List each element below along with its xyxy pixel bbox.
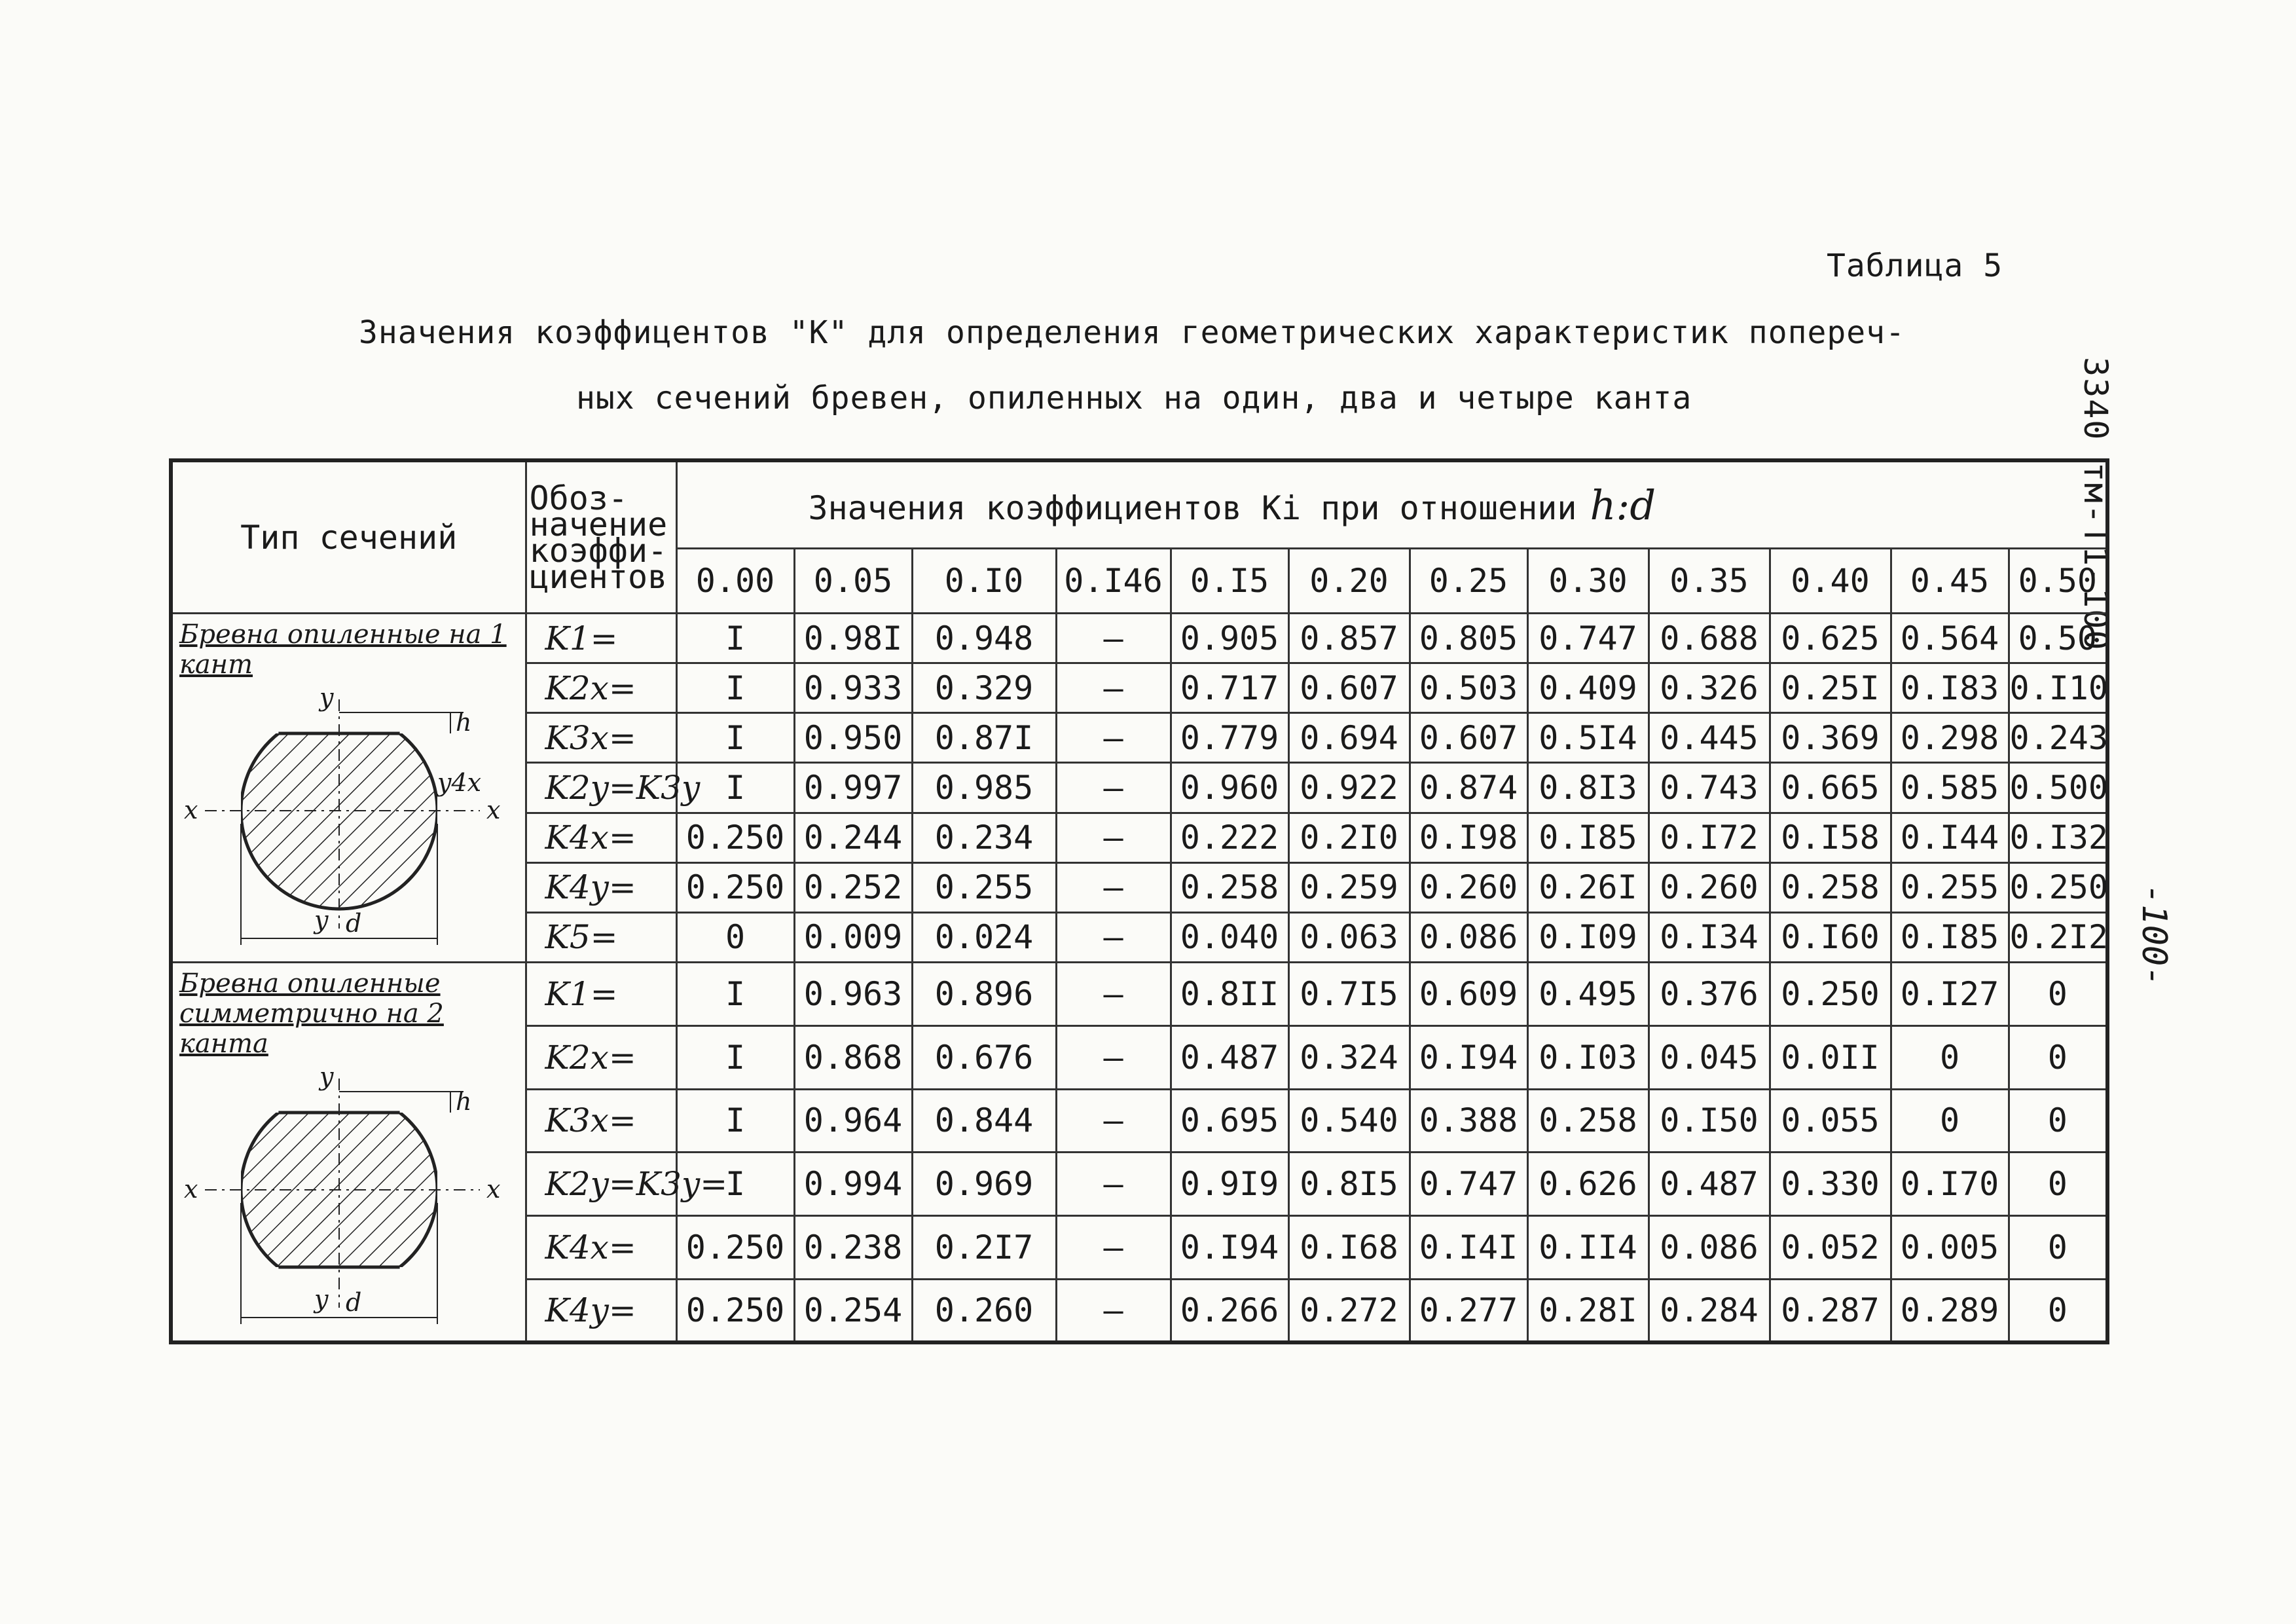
coefficient-value: 0.2I0: [1288, 813, 1410, 862]
coefficient-value: 0.243: [2009, 713, 2107, 763]
coefficient-value: 0.326: [1649, 663, 1770, 713]
coefficient-value: 0.388: [1410, 1089, 1527, 1153]
coefficient-value: 0.324: [1288, 1025, 1410, 1089]
coefficient-value: 0.272: [1288, 1279, 1410, 1342]
coefficient-value: 0.250: [2009, 862, 2107, 912]
coefficient-symbol: K2x=: [526, 663, 676, 713]
coefficient-value: 0.50: [2009, 614, 2107, 663]
coefficient-value: 0.I94: [1410, 1025, 1527, 1089]
coefficient-value: –: [1056, 663, 1171, 713]
coefficient-value: 0.250: [1770, 963, 1891, 1026]
coefficient-value: 0.445: [1649, 713, 1770, 763]
coefficient-value: 0.997: [794, 763, 912, 813]
page-number: -100-: [2134, 884, 2174, 987]
coefficient-value: 0.609: [1410, 963, 1527, 1026]
section-type-cell: [171, 614, 526, 963]
coefficient-value: 0.I09: [1527, 912, 1649, 962]
coefficient-value: 0.695: [1171, 1089, 1288, 1153]
coefficient-value: 0.I70: [1891, 1153, 2009, 1216]
coefficient-row: [171, 963, 2107, 1026]
coefficient-value: 0.626: [1527, 1153, 1649, 1216]
header-values-title: [676, 460, 2107, 549]
coefficient-value: I: [676, 1025, 794, 1089]
coefficient-value: 0.250: [676, 1279, 794, 1342]
coefficient-value: 0.009: [794, 912, 912, 962]
ratio-header-cell: 0.45: [1891, 549, 2009, 614]
coefficient-value: 0.I60: [1770, 912, 1891, 962]
coefficient-value: 0.086: [1410, 912, 1527, 962]
coefficient-value: 0.844: [912, 1089, 1056, 1153]
coefficient-value: –: [1056, 1279, 1171, 1342]
coefficient-value: 0.255: [912, 862, 1056, 912]
coefficient-value: 0.I27: [1891, 963, 2009, 1026]
coefficient-value: –: [1056, 1089, 1171, 1153]
coefficient-value: 0.25I: [1770, 663, 1891, 713]
coefficient-value: 0.495: [1527, 963, 1649, 1026]
coefficient-value: 0.933: [794, 663, 912, 713]
coefficient-value: 0.254: [794, 1279, 912, 1342]
coefficient-value: 0.244: [794, 813, 912, 862]
coefficient-table: [169, 458, 2109, 1344]
coefficient-value: 0.964: [794, 1089, 912, 1153]
coefficient-value: 0.260: [912, 1279, 1056, 1342]
coefficient-value: 0.298: [1891, 713, 2009, 763]
coefficient-value: I: [676, 1089, 794, 1153]
coefficient-value: –: [1056, 614, 1171, 663]
coefficient-symbol: K3x=: [526, 713, 676, 763]
coefficient-value: 0.260: [1649, 862, 1770, 912]
coefficient-value: 0: [2009, 1089, 2107, 1153]
coefficient-value: 0.024: [912, 912, 1056, 962]
coefficient-value: 0.258: [1770, 862, 1891, 912]
coefficient-value: 0.250: [676, 813, 794, 862]
coefficient-value: 0.585: [1891, 763, 2009, 813]
coefficient-value: 0.7I5: [1288, 963, 1410, 1026]
coefficient-value: 0.747: [1527, 614, 1649, 663]
axis-x-label-left: x: [183, 796, 198, 824]
coefficient-symbol: K1=: [526, 963, 676, 1026]
coefficient-value: 0: [2009, 1279, 2107, 1342]
coefficient-value: 0.2I2: [2009, 912, 2107, 962]
coefficient-value: 0.252: [794, 862, 912, 912]
values-title-text: Значения коэффициентов Ki при отношении: [808, 489, 1577, 527]
axis-y-label-top: y: [319, 683, 334, 712]
coefficient-value: 0.I32: [2009, 813, 2107, 862]
section-title: Бревна опиленные на 1 кант: [179, 619, 507, 680]
coefficient-symbol: K2y=K3y: [526, 763, 676, 813]
coefficient-value: 0.922: [1288, 763, 1410, 813]
coefficient-symbol: K4x=: [526, 813, 676, 862]
coefficient-value: 0.284: [1649, 1279, 1770, 1342]
dimension-h-label: h: [455, 1087, 472, 1116]
coefficient-value: 0.I94: [1171, 1216, 1288, 1280]
ratio-header-cell: 0.00: [676, 549, 794, 614]
coefficient-value: 0.086: [1649, 1216, 1770, 1280]
dimension-d-label: d: [345, 1288, 362, 1317]
coefficient-value: I: [676, 763, 794, 813]
table-label: Таблица 5: [1827, 248, 2003, 284]
coefficient-value: 0.287: [1770, 1279, 1891, 1342]
coefficient-value: 0.040: [1171, 912, 1288, 962]
coefficient-value: 0.052: [1770, 1216, 1891, 1280]
coefficient-value: 0.063: [1288, 912, 1410, 962]
coefficient-value: 0.250: [676, 1216, 794, 1280]
coefficient-value: 0.369: [1770, 713, 1891, 763]
header-section-type: Тип сечений: [171, 460, 526, 614]
coefficient-value: –: [1056, 963, 1171, 1026]
coefficient-symbol: K1=: [526, 614, 676, 663]
ratio-header-cell: 0.05: [794, 549, 912, 614]
coefficient-value: 0.I10: [2009, 663, 2107, 713]
coefficient-value: 0.I85: [1891, 912, 2009, 962]
dimension-y-label: y4x: [437, 768, 481, 797]
coefficient-value: 0.625: [1770, 614, 1891, 663]
coefficient-value: 0.8I5: [1288, 1153, 1410, 1216]
coefficient-value: –: [1056, 813, 1171, 862]
coefficient-value: 0.963: [794, 963, 912, 1026]
coefficient-value: 0.I03: [1527, 1025, 1649, 1089]
coefficient-value: 0: [676, 912, 794, 962]
coefficient-symbol: K4x=: [526, 1216, 676, 1280]
coefficient-value: 0.694: [1288, 713, 1410, 763]
coefficient-value: 0.0II: [1770, 1025, 1891, 1089]
coefficient-value: I: [676, 663, 794, 713]
coefficient-symbol: K3x=: [526, 1089, 676, 1153]
coefficient-value: 0.747: [1410, 1153, 1527, 1216]
coefficient-value: 0.540: [1288, 1089, 1410, 1153]
coefficient-value: 0.948: [912, 614, 1056, 663]
coefficient-value: 0.9I9: [1171, 1153, 1288, 1216]
table-title-line-2: ных сечений бревен, опиленных на один, два и четыре канта: [576, 380, 1692, 416]
coefficient-value: 0.805: [1410, 614, 1527, 663]
coefficient-value: 0.330: [1770, 1153, 1891, 1216]
coefficient-value: 0.969: [912, 1153, 1056, 1216]
ratio-header-cell: 0.20: [1288, 549, 1410, 614]
coefficient-value: 0.258: [1171, 862, 1288, 912]
coefficient-value: 0.905: [1171, 614, 1288, 663]
ratio-header-cell: 0.40: [1770, 549, 1891, 614]
coefficient-value: 0: [1891, 1025, 2009, 1089]
coefficient-value: 0.896: [912, 963, 1056, 1026]
two-cant-log-sketch: [179, 1059, 519, 1340]
coefficient-value: I: [676, 614, 794, 663]
coefficient-value: 0.98I: [794, 614, 912, 663]
coefficient-value: 0.743: [1649, 763, 1770, 813]
one-cant-log-sketch: [179, 680, 519, 961]
ratio-header-cell: 0.30: [1527, 549, 1649, 614]
coefficient-value: –: [1056, 1153, 1171, 1216]
coefficient-value: 0.II4: [1527, 1216, 1649, 1280]
coefficient-value: –: [1056, 912, 1171, 962]
coefficient-value: 0.I68: [1288, 1216, 1410, 1280]
coefficient-value: –: [1056, 713, 1171, 763]
coefficient-value: –: [1056, 1216, 1171, 1280]
coefficient-value: 0.26I: [1527, 862, 1649, 912]
coefficient-value: 0.487: [1649, 1153, 1770, 1216]
coefficient-value: 0.I44: [1891, 813, 2009, 862]
coefficient-value: 0.266: [1171, 1279, 1288, 1342]
coefficient-value: 0.607: [1288, 663, 1410, 713]
coefficient-value: 0.8I3: [1527, 763, 1649, 813]
coefficient-value: 0.857: [1288, 614, 1410, 663]
coefficient-symbol: K2x=: [526, 1025, 676, 1089]
axis-x-label-right: x: [486, 1175, 501, 1204]
coefficient-value: 0.I50: [1649, 1089, 1770, 1153]
coefficient-value: 0.289: [1891, 1279, 2009, 1342]
dimension-h-label: h: [455, 708, 472, 737]
ratio-header-cell: 0.I5: [1171, 549, 1288, 614]
coefficient-value: 0.I83: [1891, 663, 2009, 713]
ratio-hd-label: h:d: [1590, 481, 1656, 529]
coefficient-value: –: [1056, 763, 1171, 813]
ratio-header-cell: 0.35: [1649, 549, 1770, 614]
coefficient-value: 0.277: [1410, 1279, 1527, 1342]
coefficient-row: [171, 614, 2107, 663]
coefficient-value: 0.I34: [1649, 912, 1770, 962]
coefficient-symbol: K4y=: [526, 862, 676, 912]
coefficient-value: 0.234: [912, 813, 1056, 862]
ratio-header-cell: 0.I0: [912, 549, 1056, 614]
coefficient-value: 0: [2009, 1153, 2107, 1216]
section-title: Бревна опиленные симметрично на 2 канта: [179, 969, 444, 1059]
coefficient-value: 0.259: [1288, 862, 1410, 912]
coefficient-value: 0: [1891, 1089, 2009, 1153]
coefficient-value: 0.607: [1410, 713, 1527, 763]
coefficient-value: 0.I58: [1770, 813, 1891, 862]
coefficient-value: I: [676, 713, 794, 763]
coefficient-symbol: K5=: [526, 912, 676, 962]
coefficient-value: I: [676, 963, 794, 1026]
coefficient-value: 0.I4I: [1410, 1216, 1527, 1280]
coefficient-value: 0.376: [1649, 963, 1770, 1026]
coefficient-value: 0.868: [794, 1025, 912, 1089]
coefficient-value: 0.260: [1410, 862, 1527, 912]
table-title-line-1: Значения коэффицентов "K" для определения геометрических характеристик попереч-: [359, 314, 1905, 351]
coefficient-value: 0.I85: [1527, 813, 1649, 862]
coefficient-value: 0.688: [1649, 614, 1770, 663]
coefficient-value: –: [1056, 1025, 1171, 1089]
coefficient-value: 0.676: [912, 1025, 1056, 1089]
header-designation: Обоз- начение коэффи- циентов: [526, 460, 676, 614]
coefficient-value: 0.I98: [1410, 813, 1527, 862]
coefficient-value: –: [1056, 862, 1171, 912]
coefficient-value: 0.8II: [1171, 963, 1288, 1026]
coefficient-value: 0.045: [1649, 1025, 1770, 1089]
coefficient-value: 0.985: [912, 763, 1056, 813]
coefficient-symbol: K2y=K3y=: [526, 1153, 676, 1216]
coefficient-value: 0.87I: [912, 713, 1056, 763]
coefficient-value: 0.238: [794, 1216, 912, 1280]
coefficient-value: 0.487: [1171, 1025, 1288, 1089]
ratio-header-cell: 0.25: [1410, 549, 1527, 614]
coefficient-value: 0.2I7: [912, 1216, 1056, 1280]
coefficient-value: 0.055: [1770, 1089, 1891, 1153]
coefficient-value: I: [676, 1153, 794, 1216]
axis-y-label-bottom: y: [314, 1285, 329, 1314]
coefficient-value: 0.005: [1891, 1216, 2009, 1280]
coefficient-value: 0.250: [676, 862, 794, 912]
coefficient-value: 0.222: [1171, 813, 1288, 862]
axis-x-label-right: x: [486, 796, 501, 824]
coefficient-value: 0.5I4: [1527, 713, 1649, 763]
coefficient-value: 0.717: [1171, 663, 1288, 713]
coefficient-value: 0.500: [2009, 763, 2107, 813]
ratio-header-cell: 0.I46: [1056, 549, 1171, 614]
coefficient-value: 0: [2009, 1216, 2107, 1280]
ratio-header-cell: 0.50: [2009, 549, 2107, 614]
document-code: 3340 тм-Т1-100: [2077, 357, 2115, 652]
section-type-cell: [171, 963, 526, 1343]
coefficient-value: 0.564: [1891, 614, 2009, 663]
coefficient-value: 0.I72: [1649, 813, 1770, 862]
coefficient-symbol: K4y=: [526, 1279, 676, 1342]
coefficient-value: 0.950: [794, 713, 912, 763]
coefficient-value: 0.255: [1891, 862, 2009, 912]
axis-x-label-left: x: [183, 1175, 198, 1204]
axis-y-label-top: y: [319, 1062, 334, 1091]
coefficient-value: 0.28I: [1527, 1279, 1649, 1342]
coefficient-value: 0.665: [1770, 763, 1891, 813]
axis-y-label-bottom: y: [314, 906, 329, 934]
coefficient-value: 0.779: [1171, 713, 1288, 763]
coefficient-value: 0.503: [1410, 663, 1527, 713]
table-body: [171, 614, 2107, 1343]
dimension-d-label: d: [345, 909, 362, 938]
coefficient-value: 0.960: [1171, 763, 1288, 813]
coefficient-value: 0.329: [912, 663, 1056, 713]
coefficient-value: 0: [2009, 1025, 2107, 1089]
coefficient-value: 0.994: [794, 1153, 912, 1216]
coefficient-value: 0.874: [1410, 763, 1527, 813]
coefficient-value: 0: [2009, 963, 2107, 1026]
coefficient-value: 0.258: [1527, 1089, 1649, 1153]
coefficient-value: 0.409: [1527, 663, 1649, 713]
